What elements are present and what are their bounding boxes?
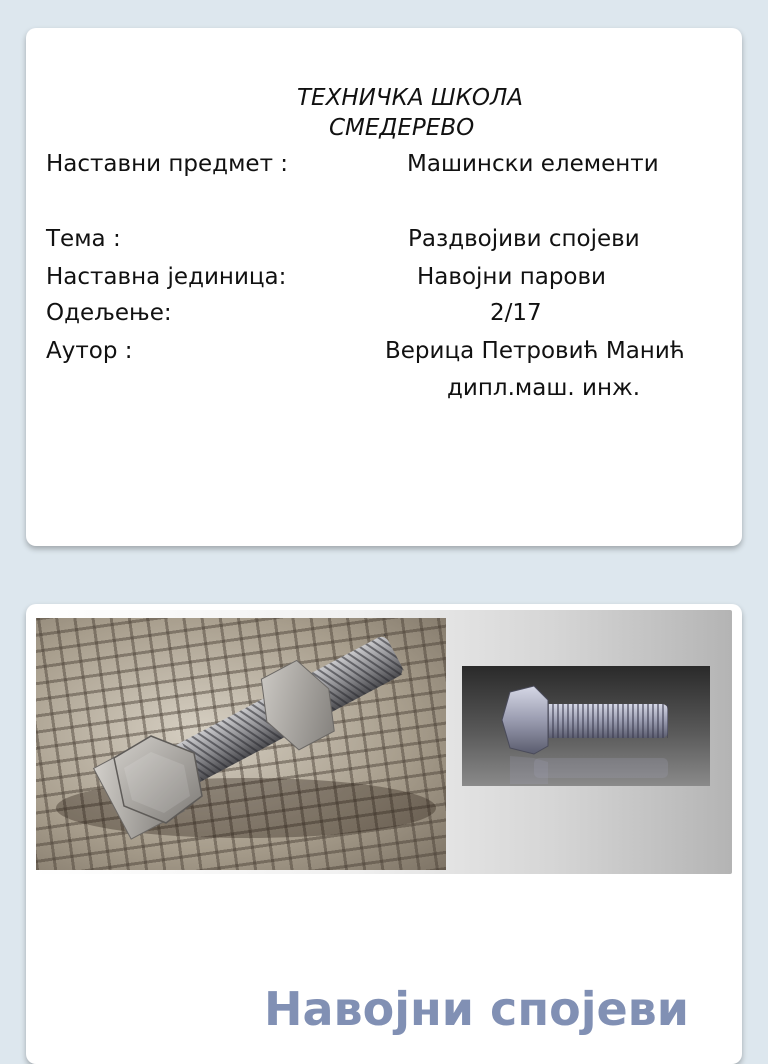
bolt-photo [36,618,446,870]
unit-label: Наставна јединица: [46,264,287,290]
author-label: Аутор : [46,338,133,364]
class-value: 2/17 [490,300,542,326]
author-title: дипл.маш. инж. [447,375,641,401]
school-name: ТЕХНИЧКА ШКОЛА [297,85,524,111]
unit-value: Навојни парови [417,264,607,290]
topic-value: Раздвојиви спојеви [408,226,640,252]
author-value: Верица Петровић Манић [385,338,685,364]
slide-title: Навојни спојеви [264,982,690,1036]
subject-label: Наставни предмет : [46,151,289,177]
bolt-with-nut-illustration [36,618,446,870]
class-label: Одељење: [46,300,172,326]
subject-value: Машински елементи [407,151,659,177]
topic-label: Тема : [46,226,121,252]
title-slide [26,604,742,1064]
bolt-dark-illustration [462,666,710,786]
bolt-dark-photo [462,666,710,786]
cover-slide [26,28,742,546]
school-city: СМЕДЕРЕВО [329,115,475,141]
